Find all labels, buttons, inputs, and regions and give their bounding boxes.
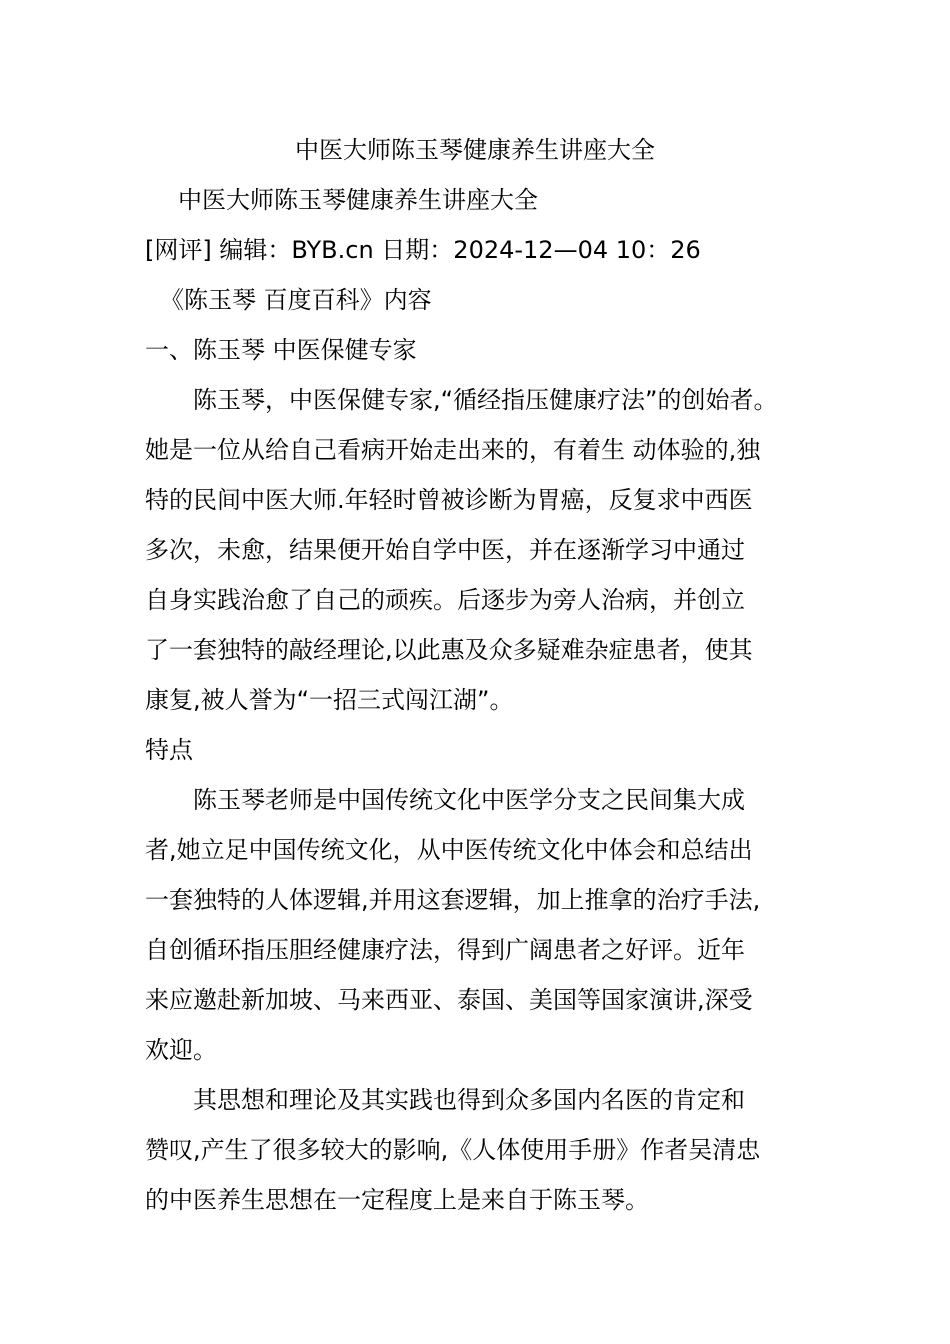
paragraph-line: 自创循环指压胆经健康疗法，得到广阔患者之好评。近年: [145, 936, 745, 964]
paragraph-line: 来应邀赴新加坡、马来西亚、泰国、美国等国家演讲,深受: [145, 986, 753, 1014]
paragraph-line: 一套独特的人体逻辑,并用这套逻辑，加上推拿的治疗手法,: [145, 886, 761, 914]
section-heading-expert: 一、陈玉琴 中医保健专家: [145, 336, 417, 364]
paragraph-line: 她是一位从给自己看病开始走出来的，有着生 动体验的,独: [145, 436, 761, 464]
meta-line: [网评] 编辑：BYB.cn 日期：2024-12—04 10：26: [145, 236, 701, 264]
paragraph-line: 了一套独特的敲经理论,以此惠及众多疑难杂症患者，使其: [145, 636, 753, 664]
paragraph-line: 陈玉琴老师是中国传统文化中医学分支之民间集大成: [193, 786, 745, 814]
paragraph-line: 者,她立足中国传统文化，从中医传统文化中体会和总结出: [145, 836, 753, 864]
paragraph-line: 多次，未愈，结果便开始自学中医，并在逐渐学习中通过: [145, 536, 745, 564]
paragraph-line: 特的民间中医大师.年轻时曾被诊断为胃癌，反复求中西医: [145, 486, 753, 514]
article-subtitle: 中医大师陈玉琴健康养生讲座大全: [178, 186, 538, 214]
paragraph-line: 自身实践治愈了自己的顽疾。后逐步为旁人治病，并创立: [145, 586, 745, 614]
paragraph-line: 康复,被人誉为“一招三式闯江湖”。: [145, 686, 514, 714]
page-title: 中医大师陈玉琴健康养生讲座大全: [295, 136, 655, 164]
paragraph-line: 赞叹,产生了很多较大的影响,《人体使用手册》作者吴清忠: [145, 1136, 761, 1164]
source-line: 《陈玉琴 百度百科》内容: [160, 286, 432, 314]
paragraph-line: 的中医养生思想在一定程度上是来自于陈玉琴。: [145, 1186, 649, 1214]
paragraph-line: 其思想和理论及其实践也得到众多国内名医的肯定和: [193, 1086, 745, 1114]
paragraph-line: 欢迎。: [145, 1036, 217, 1064]
section-heading-features: 特点: [145, 736, 193, 764]
paragraph-line: 陈玉琴，中医保健专家,“循经指压健康疗法”的创始者。: [193, 386, 778, 414]
